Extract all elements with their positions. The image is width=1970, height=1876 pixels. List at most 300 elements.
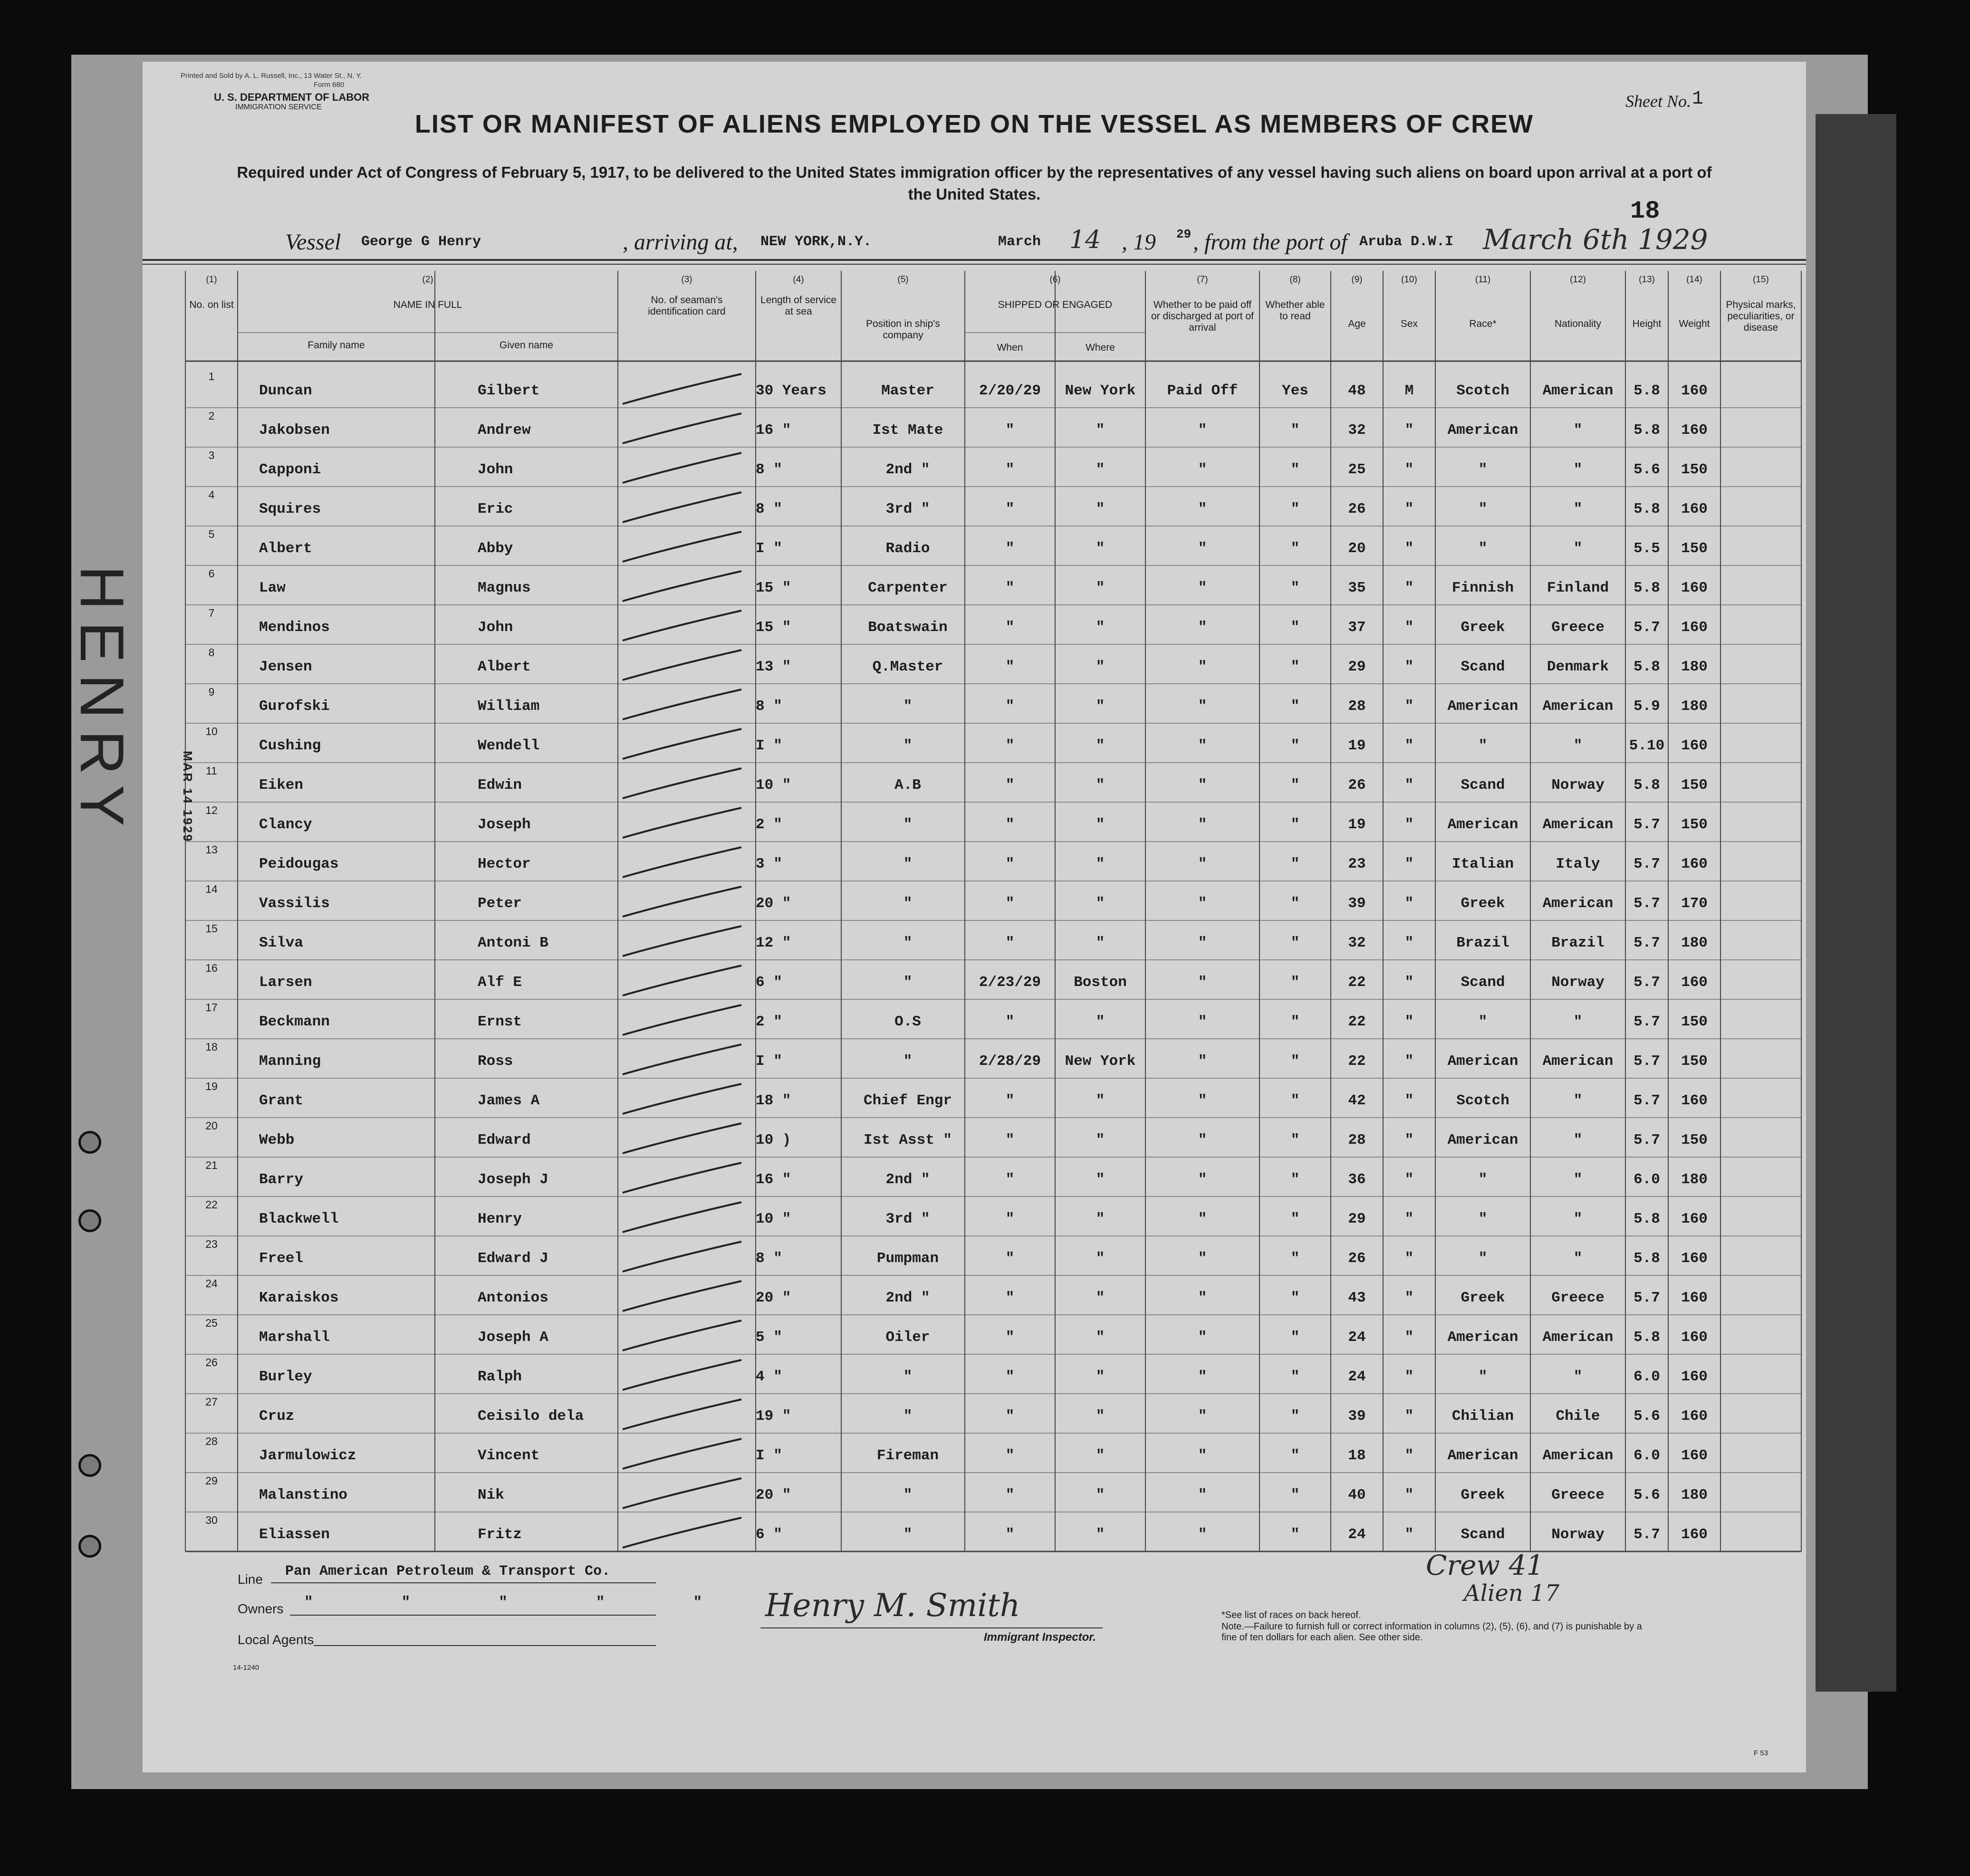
cell-age: 26 [1348, 1250, 1366, 1267]
id-card-check-mark [623, 1242, 741, 1272]
cell-race: American [1447, 422, 1518, 439]
cell-service: 16 " [756, 422, 791, 439]
side-name-stamp: HENRY [67, 565, 137, 838]
id-card-check-mark [623, 532, 741, 562]
cell-height: 5.8 [1634, 501, 1660, 517]
cell-weight: 160 [1681, 1369, 1708, 1385]
crew-tally: Crew 41 [1426, 1549, 1544, 1581]
id-card-check-mark [623, 808, 741, 838]
header-length-service: Length of service at sea [760, 295, 836, 317]
cell-given: Gilbert [478, 383, 540, 399]
cell-age: 25 [1348, 461, 1366, 478]
cell-weight: 160 [1681, 1447, 1708, 1464]
header-able-read: Whether able to read [1265, 299, 1325, 322]
row-number: 11 [206, 765, 217, 777]
cell-read: " [1290, 1211, 1300, 1227]
row-number: 16 [205, 962, 218, 974]
owners-value: " " " " " [304, 1594, 702, 1611]
row-number: 29 [205, 1474, 218, 1487]
cell-nationality: Brazil [1551, 935, 1605, 951]
cell-when: " [1005, 816, 1015, 833]
row-number: 12 [205, 804, 218, 816]
cell-when: " [1005, 1487, 1015, 1503]
cell-paid: " [1198, 501, 1207, 517]
cell-family: Clancy [259, 816, 312, 833]
cell-height: 5.8 [1634, 1211, 1660, 1227]
cell-given: Ross [478, 1053, 513, 1070]
cell-nationality: Greece [1551, 1290, 1605, 1306]
cell-paid: " [1198, 1211, 1207, 1227]
cell-weight: 180 [1681, 659, 1708, 675]
cell-service: 13 " [756, 659, 791, 675]
cell-sex: " [1404, 659, 1414, 675]
id-card-check-mark [623, 1478, 741, 1508]
cell-paid: " [1198, 1171, 1207, 1188]
cell-given: Ralph [478, 1369, 522, 1385]
column-number: (1) [206, 275, 217, 285]
cell-height: 5.6 [1634, 1408, 1660, 1425]
cell-sex: " [1404, 856, 1414, 872]
cell-age: 22 [1348, 1014, 1366, 1030]
cell-position: " [903, 737, 913, 754]
footer-form-code: 14-1240 [233, 1664, 259, 1672]
cell-when: 2/23/29 [979, 974, 1041, 991]
cell-where: Boston [1074, 974, 1127, 991]
cell-race: Scand [1461, 659, 1505, 675]
cell-sex: " [1404, 580, 1414, 596]
vessel-name: George G Henry [361, 234, 481, 250]
cell-position: " [903, 1053, 913, 1070]
row-number: 17 [205, 1001, 218, 1014]
cell-paid: " [1198, 1329, 1207, 1346]
stamp-number: 18 [1630, 197, 1660, 225]
row-number: 4 [208, 488, 215, 501]
cell-age: 20 [1348, 540, 1366, 557]
cell-nationality: American [1542, 698, 1614, 715]
cell-race: " [1478, 540, 1488, 557]
column-number: (8) [1289, 275, 1301, 285]
cell-where: " [1096, 1408, 1105, 1425]
cell-given: John [478, 619, 513, 636]
cell-paid: " [1198, 461, 1207, 478]
id-card-check-mark [623, 887, 741, 917]
cell-when: " [1005, 1092, 1015, 1109]
cell-race: Scotch [1456, 383, 1509, 399]
cell-service: I " [756, 1053, 782, 1070]
column-number: (10) [1401, 275, 1417, 285]
cell-family: Silva [259, 935, 304, 951]
service-name: IMMIGRATION SERVICE [235, 103, 322, 111]
cell-when: " [1005, 737, 1015, 754]
row-number: 30 [205, 1514, 218, 1526]
cell-position: " [903, 816, 913, 833]
cell-paid: " [1198, 895, 1207, 912]
cell-age: 28 [1348, 698, 1366, 715]
column-number: (3) [681, 275, 692, 285]
cell-height: 5.7 [1634, 1092, 1660, 1109]
cell-family: Freel [259, 1250, 304, 1267]
cell-service: 15 " [756, 619, 791, 636]
cell-nationality: " [1573, 1211, 1583, 1227]
cell-age: 29 [1348, 1211, 1366, 1227]
cell-nationality: Greece [1551, 619, 1605, 636]
from-port-label: , from the port of [1193, 230, 1347, 255]
cell-position: Boatswain [868, 619, 948, 636]
cell-weight: 180 [1681, 1171, 1708, 1188]
cell-read: " [1290, 1092, 1300, 1109]
cell-sex: " [1404, 422, 1414, 439]
cell-age: 42 [1348, 1092, 1366, 1109]
cell-race: Finnish [1451, 580, 1514, 596]
header-no-on-list: No. on list [189, 299, 234, 310]
cell-age: 23 [1348, 856, 1366, 872]
cell-service: 2 " [756, 816, 782, 833]
cell-family: Beckmann [259, 1014, 330, 1030]
arriving-port: NEW YORK,N.Y. [760, 234, 872, 250]
cell-family: Marshall [259, 1329, 330, 1346]
cell-sex: " [1404, 619, 1414, 636]
cell-nationality: Greece [1551, 1487, 1605, 1503]
cell-service: 8 " [756, 698, 782, 715]
row-number: 23 [205, 1238, 218, 1250]
id-card-check-mark [623, 1360, 741, 1390]
cell-given: Wendell [478, 737, 540, 754]
cell-nationality: American [1542, 895, 1614, 912]
cell-sex: " [1404, 777, 1414, 794]
cell-family: Jarmulowicz [259, 1447, 356, 1464]
cell-sex: " [1404, 1408, 1414, 1425]
cell-race: " [1478, 1014, 1488, 1030]
cell-height: 5.7 [1634, 856, 1660, 872]
cell-age: 36 [1348, 1171, 1366, 1188]
id-card-check-mark [623, 1321, 741, 1350]
cell-nationality: " [1573, 501, 1583, 517]
cell-where: " [1096, 540, 1105, 557]
cell-read: " [1290, 935, 1300, 951]
row-number: 6 [208, 567, 215, 580]
cell-height: 5.7 [1634, 1290, 1660, 1306]
cell-race: " [1478, 1250, 1488, 1267]
cell-position: Carpenter [868, 580, 948, 596]
corner-code: F 53 [1754, 1749, 1768, 1757]
cell-age: 22 [1348, 974, 1366, 991]
cell-given: Andrew [478, 422, 531, 439]
cell-paid: " [1198, 1053, 1207, 1070]
cell-weight: 160 [1681, 1408, 1708, 1425]
cell-read: " [1290, 461, 1300, 478]
cell-nationality: " [1573, 422, 1583, 439]
cell-given: Joseph [478, 816, 531, 833]
cell-position: Oiler [885, 1329, 930, 1346]
cell-paid: " [1198, 1526, 1207, 1543]
id-card-check-mark [623, 926, 741, 956]
cell-where: " [1096, 935, 1105, 951]
cell-read: " [1290, 895, 1300, 912]
id-card-check-mark [623, 1399, 741, 1429]
cell-sex: " [1404, 1369, 1414, 1385]
cell-age: 28 [1348, 1132, 1366, 1149]
page-title: LIST OR MANIFEST OF ALIENS EMPLOYED ON THE VESSEL AS MEMBERS OF CREW [414, 110, 1534, 138]
cell-age: 39 [1348, 1408, 1366, 1425]
id-card-check-mark [623, 650, 741, 680]
cell-position: Fireman [876, 1447, 939, 1464]
cell-age: 26 [1348, 501, 1366, 517]
cell-position: " [903, 1408, 913, 1425]
cell-sex: " [1404, 1053, 1414, 1070]
cell-weight: 150 [1681, 540, 1708, 557]
cell-paid: " [1198, 856, 1207, 872]
cell-where: " [1096, 698, 1105, 715]
cell-weight: 160 [1681, 1211, 1708, 1227]
cell-family: Mendinos [259, 619, 330, 636]
cell-position: A.B [894, 777, 921, 794]
id-card-check-mark [623, 413, 741, 443]
binder-hole [78, 1131, 101, 1154]
cell-sex: M [1404, 383, 1414, 399]
binder-hole [78, 1535, 101, 1558]
cell-service: 20 " [756, 1487, 791, 1503]
row-number: 13 [205, 843, 218, 856]
id-card-check-mark [623, 1084, 741, 1114]
cell-paid: " [1198, 935, 1207, 951]
cell-position: Radio [885, 540, 930, 557]
cell-height: 5.7 [1634, 935, 1660, 951]
cell-paid: " [1198, 816, 1207, 833]
cell-nationality: American [1542, 383, 1614, 399]
cell-nationality: Italy [1556, 856, 1600, 872]
cell-weight: 160 [1681, 1329, 1708, 1346]
header-race: Race* [1469, 318, 1497, 329]
cell-position: 2nd " [885, 1290, 930, 1306]
cell-race: Scand [1461, 974, 1505, 991]
cell-where: " [1096, 1447, 1105, 1464]
cell-age: 32 [1348, 935, 1366, 951]
cell-position: Pumpman [876, 1250, 939, 1267]
cell-race: American [1447, 1132, 1518, 1149]
cell-given: Hector [478, 856, 531, 872]
cell-height: 5.6 [1634, 461, 1660, 478]
cell-race: " [1478, 461, 1488, 478]
cell-family: Albert [259, 540, 312, 557]
cell-service: 2 " [756, 1014, 782, 1030]
row-number: 2 [208, 410, 215, 422]
cell-age: 40 [1348, 1487, 1366, 1503]
cell-where: " [1096, 461, 1105, 478]
cell-family: Jensen [259, 659, 312, 675]
column-number: (5) [897, 275, 909, 285]
cell-read: Yes [1282, 383, 1308, 399]
cell-when: " [1005, 619, 1015, 636]
row-number: 26 [205, 1356, 218, 1369]
cell-age: 39 [1348, 895, 1366, 912]
cell-read: " [1290, 698, 1300, 715]
cell-service: I " [756, 1447, 782, 1464]
column-number: (14) [1686, 275, 1702, 285]
cell-given: William [478, 698, 540, 715]
cell-family: Burley [259, 1369, 312, 1385]
cell-given: Ernst [478, 1014, 522, 1030]
cell-read: " [1290, 1290, 1300, 1306]
cell-when: " [1005, 1447, 1015, 1464]
column-number: (9) [1351, 275, 1363, 285]
row-number: 15 [205, 922, 218, 935]
cell-race: " [1478, 1211, 1488, 1227]
header-family-name: Family name [308, 340, 365, 351]
penalty-note: Note.—Failure to furnish full or correct information in columns (2), (5), (6), and (7) is punishable by a fine of ten dollars for each alien. See other side. [1221, 1621, 1642, 1643]
header-nationality: Nationality [1554, 318, 1602, 329]
cell-race: " [1478, 1171, 1488, 1188]
cell-family: Blackwell [259, 1211, 339, 1227]
cell-where: " [1096, 659, 1105, 675]
cell-given: Joseph J [478, 1171, 548, 1188]
cell-family: Eliassen [259, 1526, 330, 1543]
cell-when: 2/28/29 [979, 1053, 1041, 1070]
cell-read: " [1290, 1408, 1300, 1425]
cell-family: Squires [259, 501, 321, 517]
cell-paid: " [1198, 698, 1207, 715]
cell-height: 5.9 [1634, 698, 1660, 715]
row-number: 25 [205, 1317, 218, 1329]
printer-line-2: Form 680 [314, 81, 345, 89]
cell-service: 8 " [756, 501, 782, 517]
cell-when: " [1005, 1369, 1015, 1385]
cell-service: 15 " [756, 580, 791, 596]
cell-weight: 160 [1681, 974, 1708, 991]
cell-where: " [1096, 1369, 1105, 1385]
cell-height: 6.0 [1634, 1369, 1660, 1385]
cell-nationality: " [1573, 737, 1583, 754]
id-card-check-mark [623, 453, 741, 483]
cell-weight: 160 [1681, 1092, 1708, 1109]
cell-height: 5.7 [1634, 619, 1660, 636]
cell-race: " [1478, 1369, 1488, 1385]
cell-position: Master [881, 383, 934, 399]
cell-paid: " [1198, 1250, 1207, 1267]
cell-when: " [1005, 935, 1015, 951]
cell-nationality: American [1542, 1447, 1614, 1464]
cell-read: " [1290, 856, 1300, 872]
cell-height: 5.7 [1634, 1132, 1660, 1149]
cell-where: " [1096, 1290, 1105, 1306]
cell-sex: " [1404, 1250, 1414, 1267]
row-number: 3 [208, 449, 215, 461]
cell-read: " [1290, 1526, 1300, 1543]
row-number: 20 [205, 1120, 218, 1132]
cell-nationality: " [1573, 1250, 1583, 1267]
cell-when: " [1005, 698, 1015, 715]
from-port: Aruba D.W.I [1359, 234, 1454, 250]
cell-when: " [1005, 461, 1015, 478]
cell-sex: " [1404, 1487, 1414, 1503]
cell-position: " [903, 1369, 913, 1385]
cell-where: " [1096, 1250, 1105, 1267]
header-id-card: No. of seaman's identification card [648, 295, 726, 317]
cell-paid: " [1198, 1014, 1207, 1030]
cell-position: " [903, 935, 913, 951]
cell-position: 2nd " [885, 461, 930, 478]
cell-given: Vincent [478, 1447, 540, 1464]
cell-where: New York [1065, 383, 1136, 399]
owners-label: Owners [238, 1601, 284, 1616]
cell-height: 5.8 [1634, 659, 1660, 675]
cell-where: " [1096, 501, 1105, 517]
cell-weight: 180 [1681, 935, 1708, 951]
cell-given: Alf E [478, 974, 522, 991]
id-card-check-mark [623, 1005, 741, 1035]
agents-underline [314, 1645, 656, 1646]
cell-weight: 160 [1681, 737, 1708, 754]
cell-paid: " [1198, 1447, 1207, 1464]
cell-read: " [1290, 1014, 1300, 1030]
cell-service: 3 " [756, 856, 782, 872]
cell-where: " [1096, 895, 1105, 912]
cell-sex: " [1404, 698, 1414, 715]
cell-weight: 170 [1681, 895, 1708, 912]
cell-sex: " [1404, 974, 1414, 991]
line-value: Pan American Petroleum & Transport Co. [285, 1563, 611, 1579]
cell-where: " [1096, 422, 1105, 439]
cell-position: O.S [894, 1014, 921, 1030]
id-card-check-mark [623, 1202, 741, 1232]
header-height: Height [1632, 318, 1662, 329]
cell-height: 5.8 [1634, 422, 1660, 439]
row-number: 9 [208, 686, 215, 698]
cell-weight: 150 [1681, 1053, 1708, 1070]
cell-service: 10 ) [756, 1132, 791, 1149]
cell-where: " [1096, 1171, 1105, 1188]
cell-weight: 160 [1681, 1290, 1708, 1306]
cell-position: " [903, 895, 913, 912]
header-shipped-engaged: SHIPPED OR ENGAGED [998, 299, 1113, 310]
cell-age: 35 [1348, 580, 1366, 596]
cell-race: Brazil [1456, 935, 1509, 951]
cell-given: Peter [478, 895, 522, 912]
cell-paid: " [1198, 1290, 1207, 1306]
cell-given: Henry [478, 1211, 522, 1227]
owners-underline [290, 1615, 656, 1616]
cell-sex: " [1404, 895, 1414, 912]
cell-race: American [1447, 1053, 1518, 1070]
row-number: 27 [205, 1396, 218, 1408]
cell-service: 18 " [756, 1092, 791, 1109]
cell-sex: " [1404, 1014, 1414, 1030]
header-position: Position in ship's company [866, 318, 940, 341]
cell-read: " [1290, 1132, 1300, 1149]
cell-when: " [1005, 1250, 1015, 1267]
cell-when: " [1005, 895, 1015, 912]
alien-tally: Alien 17 [1464, 1580, 1560, 1607]
cell-read: " [1290, 777, 1300, 794]
cell-read: " [1290, 1250, 1300, 1267]
cell-weight: 180 [1681, 698, 1708, 715]
cell-read: " [1290, 422, 1300, 439]
cell-age: 24 [1348, 1329, 1366, 1346]
cell-race: Greek [1461, 1290, 1505, 1306]
cell-paid: " [1198, 974, 1207, 991]
cell-race: Italian [1451, 856, 1514, 872]
cell-race: Scand [1461, 1526, 1505, 1543]
cell-service: 20 " [756, 1290, 791, 1306]
races-note: *See list of races on back hereof. [1221, 1610, 1361, 1620]
id-card-check-mark [623, 1044, 741, 1074]
cell-where: " [1096, 1211, 1105, 1227]
cell-weight: 160 [1681, 580, 1708, 596]
printer-line-1: Printed and Sold by A. L. Russell, Inc., 13 Water St., N. Y. [181, 72, 362, 80]
year-prefix: , 19 [1122, 230, 1156, 255]
cell-service: 6 " [756, 974, 782, 991]
cell-sex: " [1404, 501, 1414, 517]
cell-race: American [1447, 1447, 1518, 1464]
